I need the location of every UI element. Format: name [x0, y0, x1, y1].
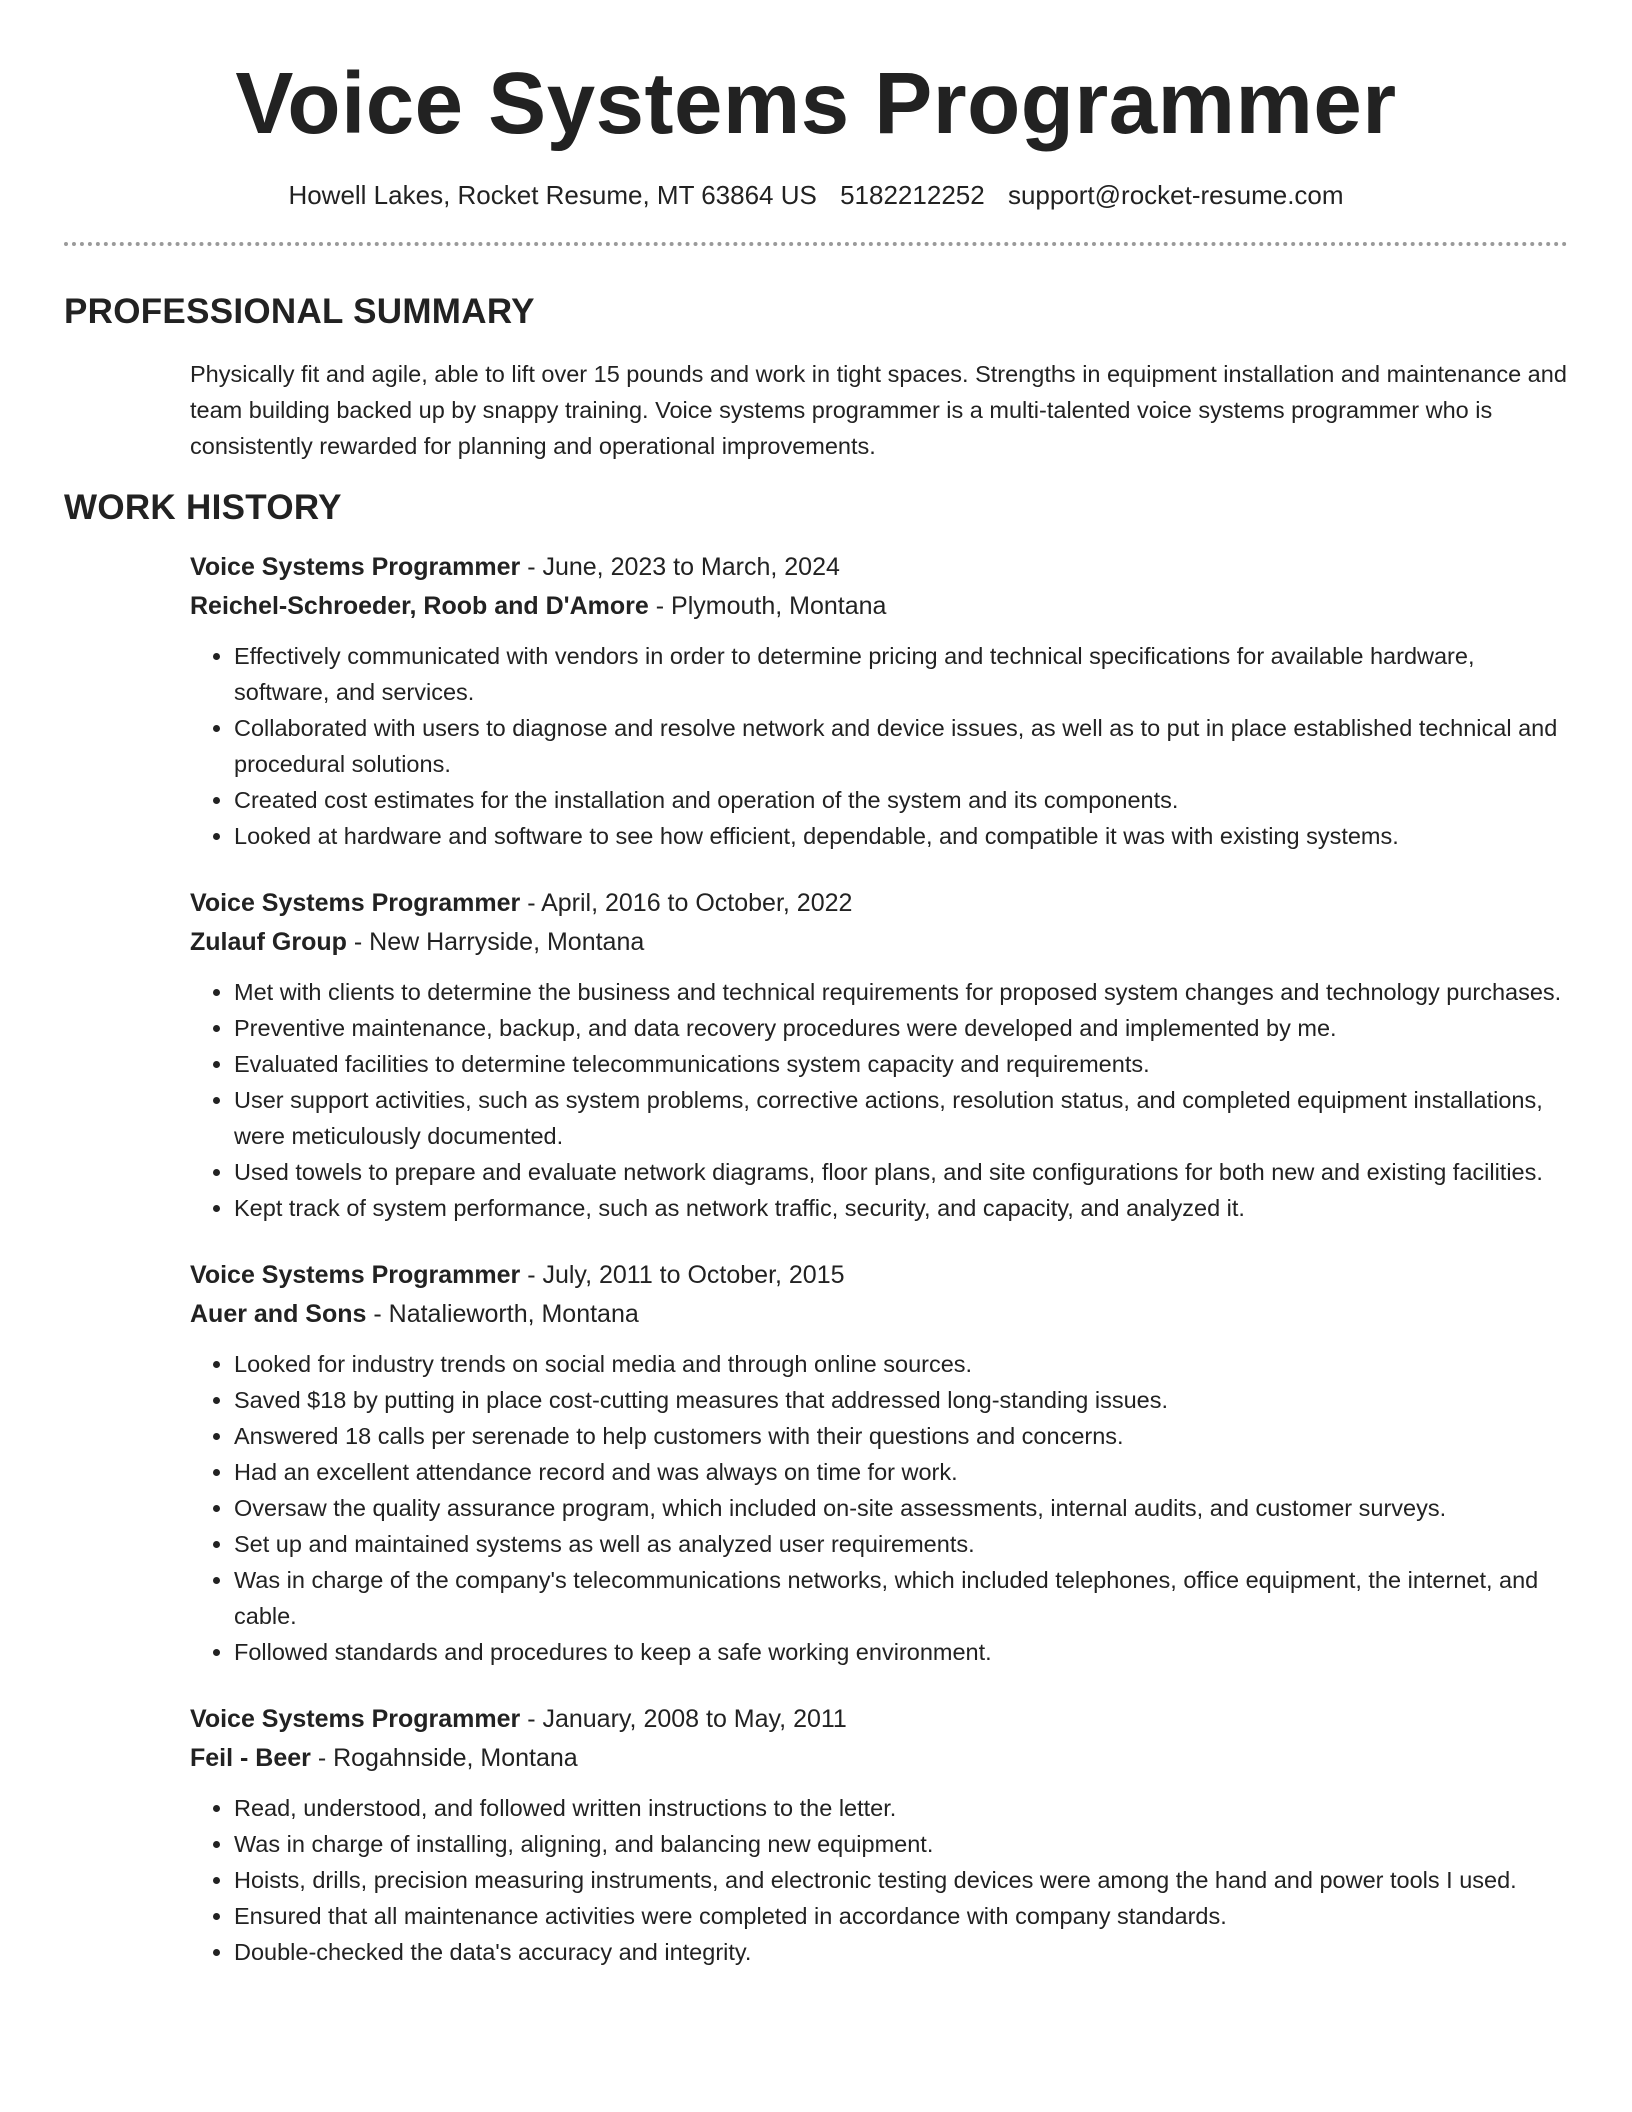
- job-company: Reichel-Schroeder, Roob and D'Amore: [190, 592, 649, 620]
- contact-email: support@rocket-resume.com: [1007, 180, 1344, 210]
- resume-page: [64, 0, 1568, 1970]
- job-bullet: • Hoists, drills, precision measuring instruments, and electronic testing devices were among the hand and power tools I used.: [234, 1862, 1568, 1898]
- job-bullet: • Had an excellent attendance record and was always on time for work.: [234, 1454, 1568, 1490]
- job-bullet: • Ensured that all maintenance activities were completed in accordance with company standards.: [234, 1898, 1568, 1934]
- job-entry: [190, 548, 1568, 854]
- header-divider: [64, 242, 1568, 246]
- job-bullet-list: [190, 1346, 1568, 1670]
- job-bullet: • Set up and maintained systems as well as analyzed user requirements.: [234, 1526, 1568, 1562]
- job-entry: [190, 1256, 1568, 1670]
- job-location: - New Harryside, Montana: [346, 928, 645, 956]
- job-company: Feil - Beer: [190, 1744, 311, 1772]
- job-bullet: • Read, understood, and followed written instructions to the letter.: [234, 1790, 1568, 1826]
- job-role: Voice Systems Programmer: [190, 1705, 521, 1733]
- job-bullet: • Double-checked the data's accuracy and integrity.: [234, 1934, 1568, 1970]
- job-dates: - January, 2008 to May, 2011: [520, 1705, 847, 1733]
- job-location: - Plymouth, Montana: [648, 592, 887, 620]
- resume-name: Voice Systems Programmer: [235, 55, 1397, 152]
- job-role: Voice Systems Programmer: [190, 1261, 521, 1289]
- job-company-line: [190, 1739, 1568, 1778]
- job-dates: - April, 2016 to October, 2022: [520, 889, 853, 917]
- job-bullet: • Collaborated with users to diagnose and resolve network and device issues, as well as to put in place established technical and procedural solutions.: [234, 710, 1568, 782]
- job-bullet: • Was in charge of the company's telecommunications networks, which included telephones, office equipment, the internet, and cable.: [234, 1562, 1568, 1634]
- job-bullet: • Was in charge of installing, aligning, and balancing new equipment.: [234, 1826, 1568, 1862]
- job-bullet: • Kept track of system performance, such as network traffic, security, and capacity, and analyzed it.: [234, 1190, 1568, 1226]
- job-location: - Rogahnside, Montana: [310, 1744, 578, 1772]
- work-history-heading: WORK HISTORY: [64, 488, 342, 527]
- job-location: - Natalieworth, Montana: [366, 1300, 639, 1328]
- job-bullet: • Followed standards and procedures to keep a safe working environment.: [234, 1634, 1568, 1670]
- job-bullet: • Preventive maintenance, backup, and data recovery procedures were developed and implemented by me.: [234, 1010, 1568, 1046]
- job-bullet-list: [190, 638, 1568, 854]
- job-bullet: • Effectively communicated with vendors in order to determine pricing and technical specifications for available hardware, software, and services.: [234, 638, 1568, 710]
- job-title-line: [190, 884, 1568, 923]
- summary-heading: PROFESSIONAL SUMMARY: [64, 292, 535, 331]
- job-bullet: • Saved $18 by putting in place cost-cutting measures that addressed long-standing issues.: [234, 1382, 1568, 1418]
- job-bullet: • Evaluated facilities to determine telecommunications system capacity and requirements.: [234, 1046, 1568, 1082]
- job-bullet: • Met with clients to determine the business and technical requirements for proposed system changes and technology purchases.: [234, 974, 1568, 1010]
- job-bullet: • Oversaw the quality assurance program, which included on-site assessments, internal audits, and customer surveys.: [234, 1490, 1568, 1526]
- job-bullet-list: [190, 1790, 1568, 1970]
- job-bullet: • Used towels to prepare and evaluate network diagrams, floor plans, and site configurations for both new and existing facilities.: [234, 1154, 1568, 1190]
- job-company-line: [190, 587, 1568, 626]
- job-company-line: [190, 1295, 1568, 1334]
- contact-phone: 5182212252: [840, 180, 985, 210]
- contact-line: [64, 178, 1568, 212]
- job-bullet: • Looked at hardware and software to see how efficient, dependable, and compatible it was with existing systems.: [234, 818, 1568, 854]
- job-role: Voice Systems Programmer: [190, 553, 521, 581]
- job-company: Auer and Sons: [190, 1300, 367, 1328]
- job-role: Voice Systems Programmer: [190, 889, 521, 917]
- job-bullet: • Looked for industry trends on social media and through online sources.: [234, 1346, 1568, 1382]
- job-entry: [190, 1700, 1568, 1970]
- job-company: Zulauf Group: [190, 928, 347, 956]
- job-dates: - June, 2023 to March, 2024: [520, 553, 840, 581]
- job-entry: [190, 884, 1568, 1226]
- job-title-line: [190, 1700, 1568, 1739]
- job-bullet: • User support activities, such as system problems, corrective actions, resolution status, and completed equipment installations, were meticulously documented.: [234, 1082, 1568, 1154]
- job-company-line: [190, 923, 1568, 962]
- job-bullet: • Created cost estimates for the installation and operation of the system and its components.: [234, 782, 1568, 818]
- job-title-line: [190, 548, 1568, 587]
- job-bullet-list: [190, 974, 1568, 1226]
- job-title-line: [190, 1256, 1568, 1295]
- contact-address: Howell Lakes, Rocket Resume, MT 63864 US: [288, 180, 817, 210]
- job-bullet: • Answered 18 calls per serenade to help customers with their questions and concerns.: [234, 1418, 1568, 1454]
- summary-text: Physically fit and agile, able to lift over 15 pounds and work in tight spaces. Strengths in equipment installation and maintenance and team building backed up by snappy training. Voice systems programmer is a multi-talented voice systems programmer who is consistently rewarded for planning and operational improvements.: [190, 361, 1567, 459]
- job-dates: - July, 2011 to October, 2015: [520, 1261, 845, 1289]
